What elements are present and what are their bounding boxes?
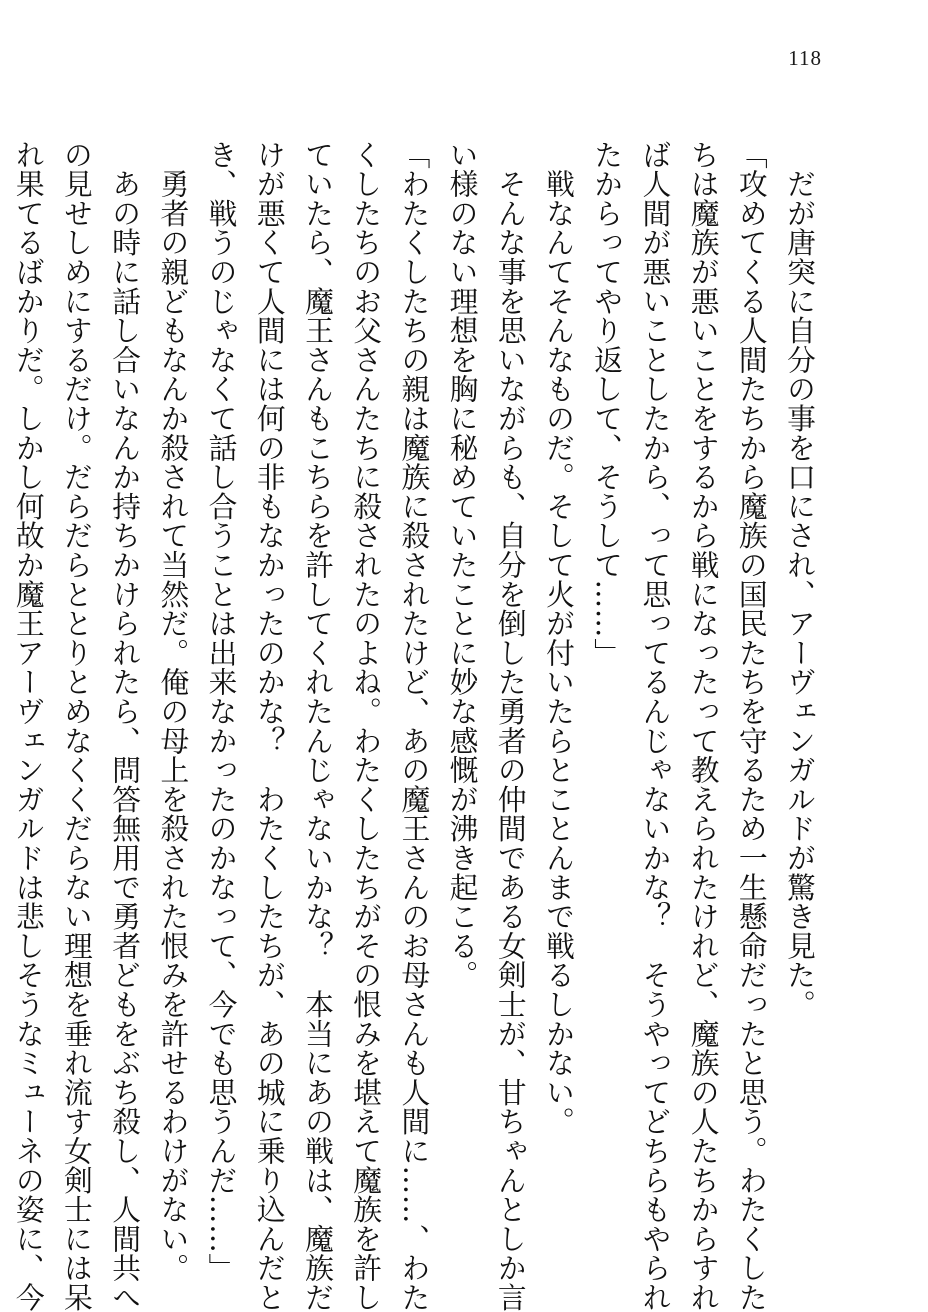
- text-line: 「攻めてくる人間たちから魔族の国民たちを守るため一生懸命だったと思う。わたくした: [734, 140, 769, 1312]
- text-line: い様のない理想を胸に秘めていたことに妙な感慨が沸き起こる。: [445, 140, 480, 990]
- text-line: ちは魔族が悪いことをするから戦になったって教えられたけれど、魔族の人たちからすれ: [686, 140, 721, 1312]
- text-line: れ果てるばかりだ。しかし何故か魔王アーヴェンガルドは悲しそうなミューネの姿に、今: [11, 140, 46, 1312]
- text-line: ていたら、魔王さんもこちらを許してくれたんじゃないかな？ 本当にあの戦は、魔族だ: [300, 140, 335, 1312]
- text-line: き、戦うのじゃなくて話し合うことは出来なかったのかなって、今でも思うんだ……」: [204, 140, 239, 1283]
- text-line: ば人間が悪いことしたから、って思ってるんじゃないかな？ そうやってどちらもやられ: [638, 140, 673, 1312]
- text-line: たからってやり返して、そうして……」: [590, 140, 625, 668]
- text-line: くしたちのお父さんたちに殺されたのよね。わたくしたちがその恨みを堪えて魔族を許し: [349, 140, 384, 1312]
- text-line: けが悪くて人間には何の非もなかったのかな？ わたくしたちが、あの城に乗り込んだと: [252, 140, 287, 1312]
- text-line: そんな事を思いながらも、自分を倒した勇者の仲間である女剣士が、甘ちゃんとしか言: [493, 140, 528, 1312]
- text-line: あの時に話し合いなんか持ちかけられたら、問答無用で勇者どもをぶち殺し、人間共へ: [108, 140, 143, 1312]
- text-line: だが唐突に自分の事を口にされ、アーヴェンガルドが驚き見た。: [783, 140, 817, 1019]
- text-line: の見せしめにするだけ。だらだらととりとめなくくだらない理想を垂れ流す女剣士には呆: [59, 140, 94, 1312]
- body-text: [0, 140, 824, 1312]
- text-line: [0, 140, 5, 1230]
- text-line: 「わたくしたちの親は魔族に殺されたけど、あの魔王さんのお母さんも人間に……、わた: [397, 140, 432, 1312]
- text-line: 戦なんてそんなものだ。そして火が付いたらとことんまで戦るしかない。: [541, 140, 576, 1137]
- page-number: 118: [788, 46, 822, 70]
- text-line: 勇者の親どもなんか殺されて当然だ。俺の母上を殺された恨みを許せるわけがない。: [156, 140, 191, 1283]
